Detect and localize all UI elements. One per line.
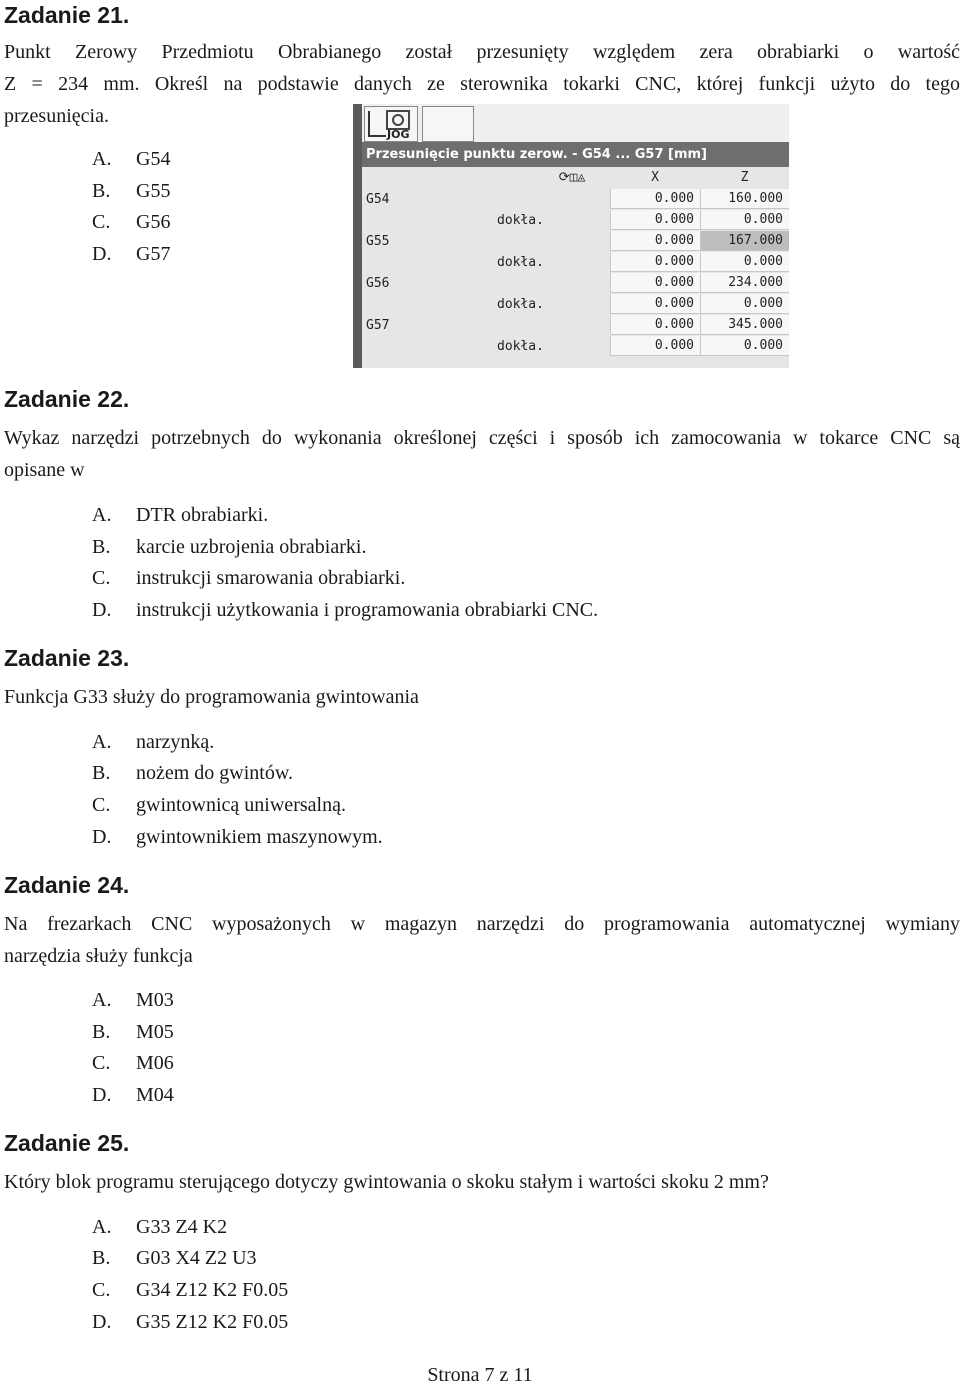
q24-question-line-2: narzędzia służy funkcja [4, 945, 193, 967]
option-text: G57 [136, 243, 171, 265]
option-letter: B. [92, 536, 111, 558]
q24-question-line-1: Na frezarkach CNC wyposażonych w magazyn narzędzi do programowania automatycznej wymiany [4, 913, 960, 935]
option-letter: B. [92, 762, 111, 784]
offset-x-value[interactable]: 0.000 [610, 294, 700, 314]
jog-mode-icon [364, 106, 418, 142]
offset-z-value[interactable]: 0.000 [700, 294, 789, 314]
q22-question-line-2: opisane w [4, 459, 85, 481]
option-letter: B. [92, 180, 111, 202]
offset-row-label: G57 [366, 318, 390, 333]
option-letter: D. [92, 243, 112, 265]
option-text: instrukcji użytkowania i programowania obrabiarki CNC. [136, 599, 599, 621]
side-strip [353, 104, 362, 368]
option-text: M03 [136, 989, 174, 1011]
q25-question-line-1: Który blok programu sterującego dotyczy gwintowania o skoku stałym i wartości skoku 2 mm? [4, 1171, 769, 1193]
offset-row [362, 315, 789, 336]
offset-x-value[interactable]: 0.000 [610, 336, 700, 356]
option-text: G33 Z4 K2 [136, 1216, 228, 1238]
option-text: G54 [136, 148, 171, 170]
option-letter: D. [92, 1311, 112, 1333]
blank-toolbar-icon [422, 106, 474, 142]
offset-x-value[interactable]: 0.000 [610, 252, 700, 272]
header-icons: ⟳◫◬ [558, 170, 586, 185]
jog-label: JOG [387, 128, 410, 141]
option-text: nożem do gwintów. [136, 762, 294, 784]
offset-row [362, 210, 789, 231]
q21-heading: Zadanie 21. [4, 2, 130, 28]
offset-row-label: dokła. [497, 213, 544, 228]
column-z-header: Z [740, 170, 749, 185]
offset-row-label: G55 [366, 234, 390, 249]
cnc-toolbar [362, 104, 789, 142]
q25-heading: Zadanie 25. [4, 1130, 130, 1156]
cnc-zero-offset-screenshot [353, 104, 789, 368]
column-x-header: X [651, 170, 659, 185]
option-letter: C. [92, 1052, 111, 1074]
offset-row [362, 294, 789, 315]
offset-row [362, 336, 789, 357]
offset-row [362, 231, 789, 252]
cnc-window-title: Przesunięcie punktu zerow. - G54 ... G57 [mm] [362, 142, 789, 167]
offset-x-value[interactable]: 0.000 [610, 189, 700, 209]
option-letter: B. [92, 1247, 111, 1269]
offset-x-value[interactable]: 0.000 [610, 273, 700, 293]
offset-x-value[interactable]: 0.000 [610, 315, 700, 335]
option-letter: C. [92, 567, 111, 589]
option-letter: C. [92, 794, 111, 816]
option-text: narzynką. [136, 731, 215, 753]
q23-heading: Zadanie 23. [4, 645, 130, 671]
offset-z-value[interactable]: 234.000 [700, 273, 789, 293]
option-letter: A. [92, 989, 112, 1011]
option-text: G35 Z12 K2 F0.05 [136, 1311, 289, 1333]
offset-table [362, 167, 789, 368]
offset-z-value[interactable]: 0.000 [700, 336, 789, 356]
option-letter: A. [92, 731, 112, 753]
option-letter: A. [92, 1216, 112, 1238]
offset-table-header [362, 167, 789, 189]
q24-heading: Zadanie 24. [4, 872, 130, 898]
offset-row-label: dokła. [497, 255, 544, 270]
option-letter: A. [92, 504, 112, 526]
option-letter: B. [92, 1021, 111, 1043]
q23-question-line-1: Funkcja G33 służy do programowania gwintowania [4, 686, 419, 708]
option-letter: D. [92, 1084, 112, 1106]
option-text: M06 [136, 1052, 174, 1074]
q21-question-line-3: przesunięcia. [4, 105, 109, 127]
option-text: karcie uzbrojenia obrabiarki. [136, 536, 367, 558]
offset-z-value[interactable]: 0.000 [700, 252, 789, 272]
option-text: G56 [136, 211, 171, 233]
option-letter: D. [92, 599, 112, 621]
offset-x-value[interactable]: 0.000 [610, 210, 700, 230]
option-text: M04 [136, 1084, 174, 1106]
q21-question-line-2: Z = 234 mm. Określ na podstawie danych ze sterownika tokarki CNC, której funkcji użyto do tego [4, 73, 960, 95]
option-text: gwintownicą uniwersalną. [136, 794, 346, 816]
option-text: G34 Z12 K2 F0.05 [136, 1279, 289, 1301]
option-letter: C. [92, 211, 111, 233]
option-letter: D. [92, 826, 112, 848]
option-text: G55 [136, 180, 171, 202]
offset-row [362, 189, 789, 210]
option-text: instrukcji smarowania obrabiarki. [136, 567, 406, 589]
offset-z-value[interactable]: 160.000 [700, 189, 789, 209]
offset-row-label: dokła. [497, 297, 544, 312]
offset-x-value[interactable]: 0.000 [610, 231, 700, 251]
option-text: DTR obrabiarki. [136, 504, 269, 526]
offset-row-label: G54 [366, 192, 390, 207]
option-letter: A. [92, 148, 112, 170]
option-text: M05 [136, 1021, 174, 1043]
offset-row [362, 252, 789, 273]
offset-row-label: dokła. [497, 339, 544, 354]
q22-question-line-1: Wykaz narzędzi potrzebnych do wykonania określonej części i sposób ich zamocowania w tokarce CNC są [4, 427, 960, 449]
option-text: G03 X4 Z2 U3 [136, 1247, 257, 1269]
q21-question-line-1: Punkt Zerowy Przedmiotu Obrabianego został przesunięty względem zera obrabiarki o wartość [4, 41, 960, 63]
offset-row [362, 273, 789, 294]
q22-heading: Zadanie 22. [4, 386, 130, 412]
offset-row-label: G56 [366, 276, 390, 291]
option-text: gwintownikiem maszynowym. [136, 826, 383, 848]
offset-z-value[interactable]: 345.000 [700, 315, 789, 335]
page-number: Strona 7 z 11 [427, 1364, 533, 1386]
option-letter: C. [92, 1279, 111, 1301]
offset-z-value[interactable]: 167.000 [700, 231, 789, 251]
offset-z-value[interactable]: 0.000 [700, 210, 789, 230]
